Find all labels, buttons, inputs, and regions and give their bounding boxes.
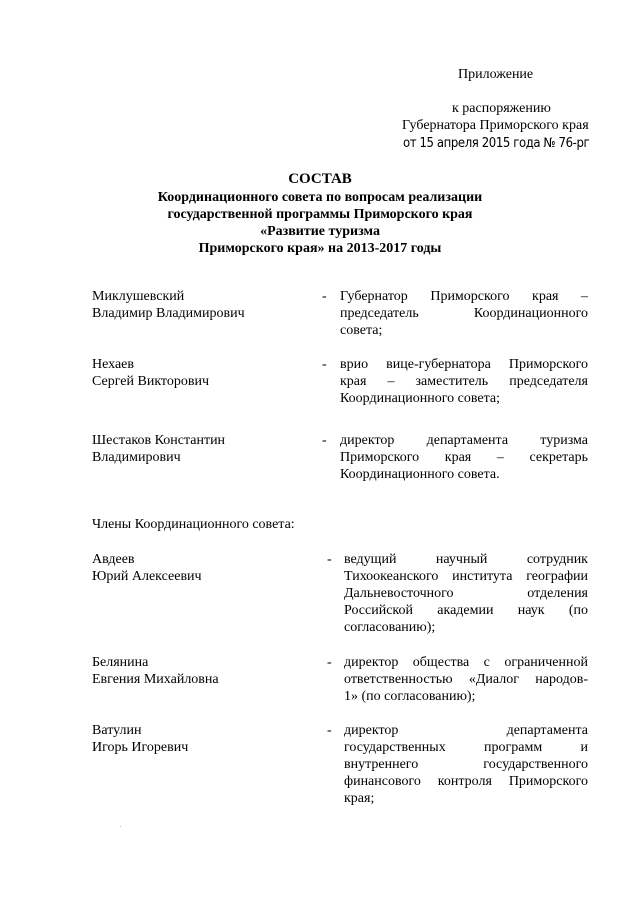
role-line: Тихоокеанского института географии [344, 569, 588, 584]
member-given-names: Игорь Игоревич [92, 740, 189, 755]
role-line: ответственностью «Диалог народов- [344, 672, 588, 687]
member-surname: Миклушевский [92, 289, 185, 304]
role-line: директор общества с ограниченной [344, 655, 588, 670]
member-dash: - [322, 433, 327, 448]
member-given-names: Владимир Владимирович [92, 306, 245, 321]
members-heading: Члены Координационного совета: [92, 517, 295, 532]
member-role [340, 432, 588, 483]
role-line: внутреннего государственного [344, 757, 588, 772]
member-given-names: Сергей Викторович [92, 374, 210, 389]
role-line: ведущий научный сотрудник [344, 552, 588, 567]
role-line: Губернатор Приморского края – [340, 289, 588, 304]
member-surname: Ватулин [92, 723, 142, 738]
member-given-names: Евгения Михайловна [92, 672, 219, 687]
role-line: председатель Координационного [340, 306, 588, 321]
member-dash: - [322, 357, 327, 372]
order-date-number: от 15 апреля 2015 года № 76-рг [403, 136, 590, 151]
role-line: государственных программ и [344, 740, 588, 755]
role-line: финансового контроля Приморского [344, 774, 588, 789]
role-line: согласованию); [344, 620, 436, 635]
role-line: директор департамента туризма [340, 433, 588, 448]
role-line: 1» (по согласованию); [344, 689, 476, 704]
role-line: Координационного совета; [340, 391, 500, 406]
role-line: Дальневосточного отделения [344, 586, 588, 601]
role-line: края; [344, 791, 375, 806]
member-role [340, 288, 588, 339]
role-line: Координационного совета. [340, 467, 500, 482]
member-given-names: Владимирович [92, 450, 181, 465]
member-surname: Шестаков Константин [92, 433, 226, 448]
member-given-names: Юрий Алексеевич [92, 569, 202, 584]
role-line: совета; [340, 323, 383, 338]
title-line-2: государственной программы Приморского края [167, 207, 473, 222]
member-dash: - [327, 723, 332, 738]
order-reference: к распоряжению [452, 101, 551, 116]
member-role [344, 654, 588, 705]
member-surname: Авдеев [92, 552, 135, 567]
document-title: СОСТАВ [288, 171, 352, 187]
member-role [344, 551, 588, 636]
role-line: Российской академии наук (по [344, 603, 588, 618]
role-line: директор департамента [344, 723, 588, 738]
member-dash: - [322, 289, 327, 304]
role-line: Приморского края – секретарь [340, 450, 588, 465]
member-role [344, 722, 588, 807]
scan-speck [120, 826, 121, 827]
member-surname: Белянина [92, 655, 149, 670]
role-line: края – заместитель председателя [340, 374, 588, 389]
role-line: врио вице-губернатора Приморского [340, 357, 588, 372]
title-line-4: Приморского края» на 2013-2017 годы [198, 241, 442, 256]
member-surname: Нехаев [92, 357, 134, 372]
member-dash: - [327, 552, 332, 567]
appendix-label: Приложение [458, 67, 534, 82]
member-dash: - [327, 655, 332, 670]
member-role [340, 356, 588, 407]
title-line-1: Координационного совета по вопросам реализации [157, 190, 483, 205]
governor-label: Губернатора Приморского края [402, 118, 589, 133]
title-line-3: «Развитие туризма [260, 224, 380, 239]
